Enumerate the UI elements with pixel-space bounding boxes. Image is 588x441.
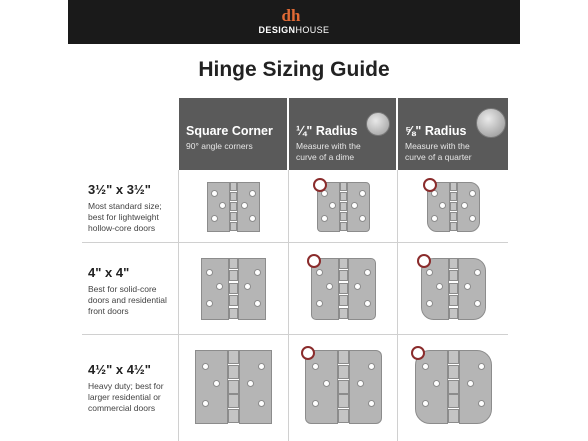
hinge-knuckle bbox=[448, 350, 459, 364]
logo-mark-icon bbox=[278, 6, 304, 24]
hinge-leaf bbox=[201, 258, 229, 320]
screw-hole bbox=[206, 269, 213, 276]
hinge-description: Heavy duty; best for larger residential or commercial doors bbox=[88, 381, 164, 413]
column-title: ¼" Radius bbox=[296, 124, 358, 138]
column-header-quarter-inch-radius bbox=[289, 98, 396, 170]
screw-hole bbox=[436, 283, 443, 290]
screw-hole bbox=[474, 269, 481, 276]
screw-hole bbox=[364, 269, 371, 276]
screw-hole bbox=[359, 215, 366, 222]
hinge-knuckle bbox=[450, 222, 457, 231]
screw-hole bbox=[439, 202, 446, 209]
hinge-illustration bbox=[207, 182, 259, 232]
hinge-knuckle bbox=[228, 394, 239, 408]
hinge-illustration bbox=[415, 350, 491, 424]
brand-name: DESIGNHOUSE bbox=[258, 25, 330, 35]
screw-hole bbox=[351, 202, 358, 209]
svg-text:dh: dh bbox=[281, 6, 301, 24]
hinge-leaf bbox=[305, 350, 338, 424]
hinge-knuckle bbox=[230, 222, 237, 231]
page-title: Hinge Sizing Guide bbox=[198, 58, 390, 81]
hinge-knuckle bbox=[339, 283, 348, 294]
hinge-knuckle bbox=[449, 258, 458, 269]
screw-hole bbox=[216, 283, 223, 290]
screw-hole bbox=[326, 283, 333, 290]
hinge-knuckle bbox=[230, 192, 237, 201]
grid-divider bbox=[397, 170, 398, 441]
screw-hole bbox=[254, 269, 261, 276]
radius-marker-icon bbox=[423, 178, 437, 192]
screw-hole bbox=[474, 300, 481, 307]
hinge-knuckle bbox=[230, 202, 237, 211]
hinge-description: Best for solid-core doors and residential front doors bbox=[88, 284, 167, 316]
hinge-knuckle bbox=[448, 394, 459, 408]
grid-divider bbox=[178, 170, 179, 441]
hinge-illustration bbox=[201, 258, 265, 320]
hinge-knuckle bbox=[448, 365, 459, 379]
screw-hole bbox=[321, 215, 328, 222]
hinge-illustration bbox=[195, 350, 271, 424]
screw-hole bbox=[426, 269, 433, 276]
screw-hole bbox=[244, 283, 251, 290]
column-subtitle: 90° angle corners bbox=[186, 141, 253, 151]
hinge-knuckle bbox=[229, 295, 238, 306]
hinge-size: 4" x 4" bbox=[88, 265, 130, 280]
screw-hole bbox=[469, 190, 476, 197]
radius-marker-icon bbox=[313, 178, 327, 192]
hinge-leaf bbox=[238, 258, 266, 320]
screw-hole bbox=[249, 190, 256, 197]
hinge-knuckle bbox=[339, 308, 348, 319]
hinge-knuckle bbox=[338, 394, 349, 408]
screw-hole bbox=[354, 283, 361, 290]
column-header-five-eighths-radius bbox=[398, 98, 508, 170]
row-label-4-5 bbox=[88, 362, 176, 414]
hinge-leaf bbox=[348, 258, 376, 320]
hinge-leaf bbox=[349, 350, 382, 424]
hinge-knuckle bbox=[339, 258, 348, 269]
radius-marker-icon bbox=[411, 346, 425, 360]
hinge-size: 3½" x 3½" bbox=[88, 182, 151, 197]
screw-hole bbox=[219, 202, 226, 209]
hinge-knuckle bbox=[449, 308, 458, 319]
hinge-knuckle bbox=[228, 409, 239, 423]
hinge-leaf bbox=[415, 350, 448, 424]
hinge-knuckle bbox=[450, 192, 457, 201]
row-label-4 bbox=[88, 265, 176, 317]
quarter-coin-icon bbox=[476, 108, 506, 138]
dime-coin-icon bbox=[366, 112, 390, 136]
hinge-knuckle bbox=[228, 365, 239, 379]
hinge-leaf bbox=[459, 350, 492, 424]
screw-hole bbox=[316, 269, 323, 276]
screw-hole bbox=[206, 300, 213, 307]
screw-hole bbox=[329, 202, 336, 209]
screw-hole bbox=[254, 300, 261, 307]
column-title: Square Corner bbox=[186, 124, 273, 138]
brand-bar bbox=[68, 0, 520, 44]
hinge-knuckle bbox=[340, 222, 347, 231]
column-subtitle: Measure with the curve of a quarter bbox=[405, 141, 472, 162]
column-subtitle: Measure with the curve of a dime bbox=[296, 141, 361, 162]
screw-hole bbox=[211, 215, 218, 222]
hinge-knuckle bbox=[229, 283, 238, 294]
hinge-leaf bbox=[195, 350, 228, 424]
hinge-knuckle bbox=[450, 212, 457, 221]
screw-hole bbox=[211, 190, 218, 197]
hinge-knuckle bbox=[229, 258, 238, 269]
hinge-knuckle bbox=[229, 270, 238, 281]
hinge-knuckle bbox=[228, 350, 239, 364]
hinge-knuckle bbox=[339, 270, 348, 281]
hinge-knuckle bbox=[340, 212, 347, 221]
screw-hole bbox=[316, 300, 323, 307]
hinge-illustration bbox=[427, 182, 479, 232]
grid-divider bbox=[288, 170, 289, 441]
grid-divider bbox=[82, 334, 508, 335]
hinge-knuckle bbox=[230, 212, 237, 221]
radius-marker-icon bbox=[307, 254, 321, 268]
column-header-square-corner bbox=[179, 98, 287, 170]
screw-hole bbox=[469, 215, 476, 222]
hinge-knuckle bbox=[340, 182, 347, 191]
screw-hole bbox=[359, 190, 366, 197]
screw-hole bbox=[426, 300, 433, 307]
hinge-leaf bbox=[458, 258, 486, 320]
row-label-3-5 bbox=[88, 182, 176, 234]
screw-hole bbox=[364, 300, 371, 307]
hinge-knuckle bbox=[339, 295, 348, 306]
screw-hole bbox=[461, 202, 468, 209]
screw-hole bbox=[241, 202, 248, 209]
screw-hole bbox=[464, 283, 471, 290]
hinge-knuckle bbox=[449, 295, 458, 306]
hinge-knuckle bbox=[450, 182, 457, 191]
hinge-illustration bbox=[421, 258, 485, 320]
hinge-knuckle bbox=[338, 350, 349, 364]
hinge-illustration bbox=[317, 182, 369, 232]
screw-hole bbox=[431, 215, 438, 222]
hinge-size: 4½" x 4½" bbox=[88, 362, 151, 377]
hinge-illustration bbox=[311, 258, 375, 320]
screw-hole bbox=[249, 215, 256, 222]
radius-marker-icon bbox=[417, 254, 431, 268]
hinge-knuckle bbox=[338, 365, 349, 379]
hinge-knuckle bbox=[229, 308, 238, 319]
hinge-knuckle bbox=[338, 409, 349, 423]
radius-marker-icon bbox=[301, 346, 315, 360]
column-title: ⅝" Radius bbox=[405, 124, 467, 138]
hinge-leaf bbox=[239, 350, 272, 424]
hinge-knuckle bbox=[228, 380, 239, 394]
hinge-description: Most standard size; best for lightweight hollow-core doors bbox=[88, 201, 162, 233]
hinge-knuckle bbox=[448, 409, 459, 423]
hinge-knuckle bbox=[448, 380, 459, 394]
hinge-knuckle bbox=[230, 182, 237, 191]
hinge-illustration bbox=[305, 350, 381, 424]
hinge-knuckle bbox=[449, 283, 458, 294]
hinge-knuckle bbox=[450, 202, 457, 211]
hinge-knuckle bbox=[340, 192, 347, 201]
hinge-knuckle bbox=[338, 380, 349, 394]
grid-divider bbox=[82, 242, 508, 243]
hinge-knuckle bbox=[449, 270, 458, 281]
design-house-logo bbox=[68, 0, 520, 44]
hinge-knuckle bbox=[340, 202, 347, 211]
